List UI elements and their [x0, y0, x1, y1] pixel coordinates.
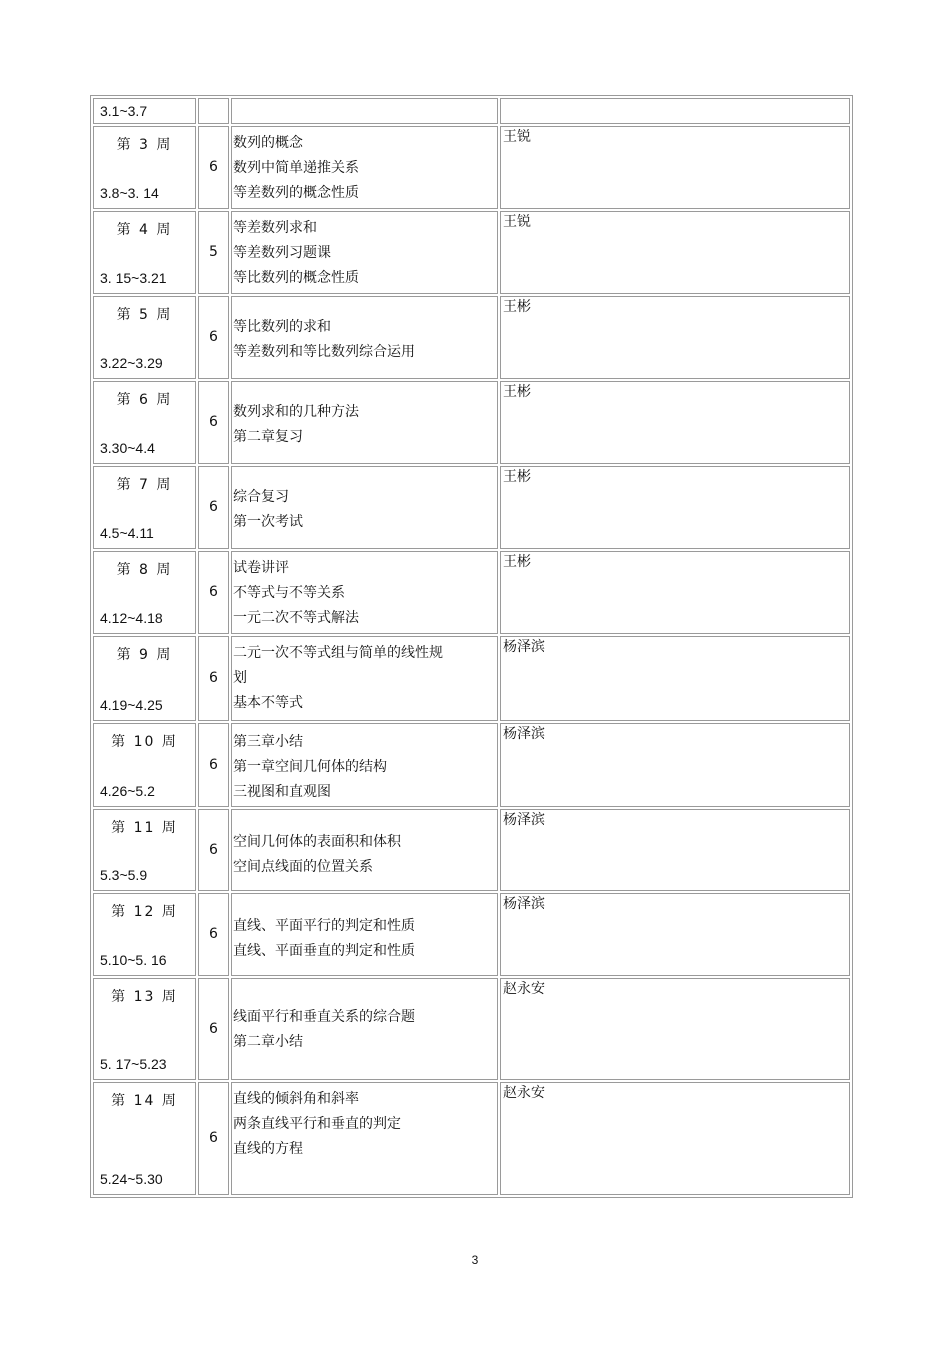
date-range: 5.10~5. 16 — [100, 952, 167, 968]
teacher-name: 杨泽滨 — [503, 896, 545, 912]
table-row — [93, 723, 850, 807]
week-cell — [93, 723, 196, 807]
date-range: 4.26~5.2 — [100, 783, 155, 799]
teacher-cell — [500, 126, 850, 209]
table-row — [93, 978, 850, 1080]
week-label: 第 6 周 — [116, 392, 173, 408]
topic-line: 数列的概念 — [233, 135, 303, 151]
teacher-cell — [500, 98, 850, 124]
topic-list — [233, 552, 497, 631]
teacher-name: 王锐 — [503, 129, 531, 145]
topic-cell — [231, 466, 498, 549]
teacher-name: 赵永安 — [503, 1085, 545, 1101]
table-row — [93, 636, 850, 721]
hours-cell: 6 — [198, 636, 229, 721]
topic-line: 综合复习 — [233, 489, 289, 505]
topic-line: 第一章空间几何体的结构 — [233, 759, 387, 775]
topic-cell — [231, 381, 498, 464]
topic-line: 直线的方程 — [233, 1141, 303, 1157]
date-range: 3.8~3. 14 — [100, 185, 159, 201]
topic-list — [233, 382, 497, 450]
table-row — [93, 466, 850, 549]
topic-line: 第二章小结 — [233, 1034, 303, 1050]
topic-line: 等差数列求和 — [233, 220, 317, 236]
teacher-cell — [500, 809, 850, 891]
topic-line: 数列中简单递推关系 — [233, 160, 359, 176]
topic-line: 数列求和的几种方法 — [233, 404, 359, 420]
date-range: 4.19~4.25 — [100, 697, 163, 713]
topic-cell — [231, 126, 498, 209]
week-label: 第 7 周 — [116, 477, 173, 493]
table-row — [93, 98, 850, 124]
topic-line: 第二章复习 — [233, 429, 303, 445]
topic-line: 线面平行和垂直关系的综合题 — [233, 1009, 415, 1025]
teacher-cell — [500, 978, 850, 1080]
topic-line: 等比数列的概念性质 — [233, 270, 359, 286]
week-cell — [93, 126, 196, 209]
teacher-name: 杨泽滨 — [503, 639, 545, 655]
teacher-name: 赵永安 — [503, 981, 545, 997]
topic-line: 三视图和直观图 — [233, 784, 331, 800]
week-label: 第 5 周 — [116, 307, 173, 323]
teacher-cell — [500, 381, 850, 464]
topic-line: 等差数列习题课 — [233, 245, 331, 261]
week-label: 第 14 周 — [111, 1093, 178, 1109]
topic-line: 等差数列的概念性质 — [233, 185, 359, 201]
teacher-cell — [500, 893, 850, 976]
table-row — [93, 211, 850, 294]
week-cell — [93, 809, 196, 891]
hours-cell: 6 — [198, 1082, 229, 1195]
teacher-name: 王彬 — [503, 469, 531, 485]
week-label: 第 11 周 — [111, 820, 178, 836]
date-range: 3. 15~3.21 — [100, 270, 167, 286]
topic-cell — [231, 211, 498, 294]
week-cell — [93, 466, 196, 549]
topic-cell — [231, 809, 498, 891]
topic-line: 第一次考试 — [233, 514, 303, 530]
topic-line: 直线的倾斜角和斜率 — [233, 1091, 359, 1107]
hours-cell: 6 — [198, 893, 229, 976]
topic-cell — [231, 978, 498, 1080]
table-row — [93, 126, 850, 209]
date-range: 5.24~5.30 — [100, 1171, 163, 1187]
teacher-name: 王彬 — [503, 554, 531, 570]
date-range: 4.5~4.11 — [100, 525, 154, 541]
week-cell — [93, 551, 196, 634]
date-range: 3.1~3.7 — [100, 103, 148, 119]
teacher-cell — [500, 296, 850, 379]
topic-line: 空间几何体的表面积和体积 — [233, 834, 401, 850]
teacher-name: 王锐 — [503, 214, 531, 230]
hours-cell: 6 — [198, 126, 229, 209]
week-label: 第 3 周 — [116, 137, 173, 153]
week-label: 第 9 周 — [116, 647, 173, 663]
hours-cell: 6 — [198, 551, 229, 634]
topic-line: 基本不等式 — [233, 695, 303, 711]
date-range: 4.12~4.18 — [100, 610, 163, 626]
topic-line: 空间点线面的位置关系 — [233, 859, 373, 875]
hours-cell: 6 — [198, 381, 229, 464]
hours-cell: 6 — [198, 809, 229, 891]
week-cell — [93, 636, 196, 721]
topic-list — [233, 724, 497, 805]
teacher-cell — [500, 636, 850, 721]
topic-list — [233, 979, 497, 1055]
topic-line: 划 — [233, 670, 247, 686]
week-label: 第 12 周 — [111, 904, 178, 920]
hours-cell: 5 — [198, 211, 229, 294]
topic-cell — [231, 893, 498, 976]
topic-cell — [231, 98, 498, 124]
week-cell — [93, 211, 196, 294]
week-label: 第 10 周 — [111, 734, 178, 750]
schedule-table — [90, 95, 853, 1198]
teacher-cell — [500, 466, 850, 549]
week-label: 第 4 周 — [116, 222, 173, 238]
topic-cell — [231, 551, 498, 634]
date-range: 3.22~3.29 — [100, 355, 163, 371]
table-row — [93, 296, 850, 379]
topic-line: 直线、平面垂直的判定和性质 — [233, 943, 415, 959]
topic-cell — [231, 1082, 498, 1195]
page-number: 3 — [471, 1253, 479, 1267]
hours-cell: 6 — [198, 296, 229, 379]
table-row — [93, 551, 850, 634]
topic-list — [233, 212, 497, 291]
teacher-name: 杨泽滨 — [503, 726, 545, 742]
topic-list — [233, 127, 497, 206]
week-cell — [93, 381, 196, 464]
topic-line: 第三章小结 — [233, 734, 303, 750]
topic-list — [233, 637, 497, 716]
topic-line: 试卷讲评 — [233, 560, 289, 576]
topic-line: 等差数列和等比数列综合运用 — [233, 344, 415, 360]
topic-cell — [231, 636, 498, 721]
hours-cell: 6 — [198, 723, 229, 807]
hours-cell — [198, 98, 229, 124]
week-cell — [93, 98, 196, 124]
topic-line: 两条直线平行和垂直的判定 — [233, 1116, 401, 1132]
teacher-cell — [500, 723, 850, 807]
topic-line: 二元一次不等式组与简单的线性规 — [233, 645, 443, 661]
week-cell — [93, 978, 196, 1080]
week-cell — [93, 1082, 196, 1195]
topic-line: 直线、平面平行的判定和性质 — [233, 918, 415, 934]
date-range: 5. 17~5.23 — [100, 1056, 167, 1072]
week-label: 第 8 周 — [116, 562, 173, 578]
teacher-name: 王彬 — [503, 299, 531, 315]
topic-list — [233, 297, 497, 365]
table-row — [93, 893, 850, 976]
teacher-cell — [500, 211, 850, 294]
teacher-cell — [500, 1082, 850, 1195]
week-cell — [93, 893, 196, 976]
week-cell — [93, 296, 196, 379]
topic-line: 不等式与不等关系 — [233, 585, 345, 601]
date-range: 5.3~5.9 — [100, 867, 148, 883]
topic-list — [233, 467, 497, 535]
hours-cell: 6 — [198, 466, 229, 549]
teacher-name: 杨泽滨 — [503, 812, 545, 828]
topic-list — [233, 1083, 497, 1162]
schedule-body — [93, 98, 850, 1195]
topic-cell — [231, 296, 498, 379]
topic-cell — [231, 723, 498, 807]
date-range: 3.30~4.4 — [100, 440, 155, 456]
hours-cell: 6 — [198, 978, 229, 1080]
table-row — [93, 1082, 850, 1195]
topic-line: 一元二次不等式解法 — [233, 610, 359, 626]
teacher-cell — [500, 551, 850, 634]
topic-list — [233, 894, 497, 964]
teacher-name: 王彬 — [503, 384, 531, 400]
topic-line: 等比数列的求和 — [233, 319, 331, 335]
table-row — [93, 381, 850, 464]
topic-list — [233, 810, 497, 880]
table-row — [93, 809, 850, 891]
week-label: 第 13 周 — [111, 989, 178, 1005]
